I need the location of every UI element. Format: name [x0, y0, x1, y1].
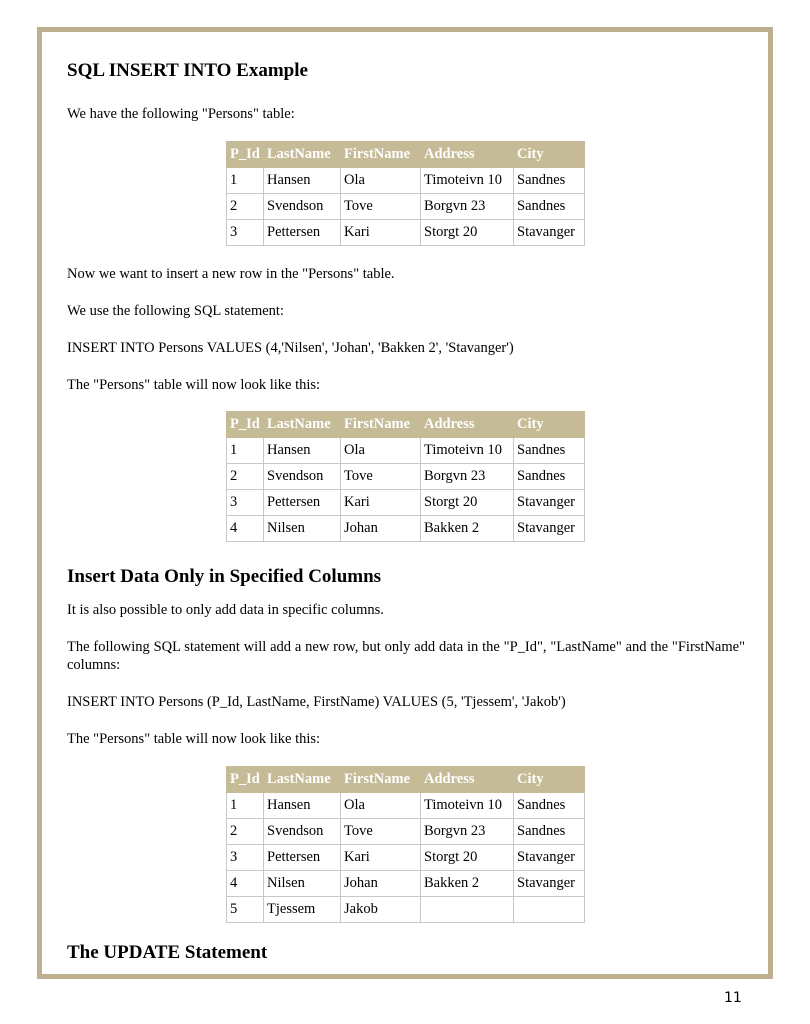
column-header: P_Id: [227, 767, 264, 793]
table-header: [227, 767, 585, 793]
table-cell: Stavanger: [514, 871, 585, 897]
column-header: FirstName: [341, 412, 421, 438]
table-row: [227, 516, 585, 542]
table-row: [227, 871, 585, 897]
column-header: LastName: [264, 412, 341, 438]
column-header: P_Id: [227, 412, 264, 438]
table-cell: [421, 897, 514, 923]
column-header: FirstName: [341, 142, 421, 168]
table-cell: Stavanger: [514, 845, 585, 871]
table-cell: Ola: [341, 793, 421, 819]
table-row: [227, 464, 585, 490]
table-cell: Stavanger: [514, 490, 585, 516]
column-header: City: [514, 142, 585, 168]
table-row: [227, 897, 585, 923]
section-heading-update: The UPDATE Statement: [67, 942, 268, 963]
table-header: [227, 412, 585, 438]
table-row: [227, 168, 585, 194]
table-cell: Timoteivn 10: [421, 793, 514, 819]
table-cell: 1: [227, 168, 264, 194]
sql-insert-columns-statement: INSERT INTO Persons (P_Id, LastName, FirstName) VALUES (5, 'Tjessem', 'Jakob'): [67, 694, 566, 710]
column-header: City: [514, 767, 585, 793]
table-cell: Sandnes: [514, 194, 585, 220]
table-cell: Hansen: [264, 168, 341, 194]
table-row: [227, 490, 585, 516]
table-cell: 1: [227, 438, 264, 464]
result-intro-text-2: The "Persons" table will now look like this:: [67, 731, 321, 747]
table-cell: Storgt 20: [421, 220, 514, 246]
table-cell: 3: [227, 845, 264, 871]
column-header: Address: [421, 412, 514, 438]
table-cell: Tove: [341, 194, 421, 220]
table-cell: Borgvn 23: [421, 194, 514, 220]
table-body: [227, 438, 585, 542]
specified-columns-description: The following SQL statement will add a new row, but only add data in the "P_Id", "LastName" and the "FirstName" columns:: [67, 639, 745, 673]
table-cell: Borgvn 23: [421, 464, 514, 490]
table-row: [227, 819, 585, 845]
table-body: [227, 168, 585, 246]
table-cell: Pettersen: [264, 220, 341, 246]
column-header: FirstName: [341, 767, 421, 793]
sql-insert-statement: INSERT INTO Persons VALUES (4,'Nilsen', 'Johan', 'Bakken 2', 'Stavanger'): [67, 340, 514, 356]
table-row: [227, 845, 585, 871]
insert-row-text: Now we want to insert a new row in the "Persons" table.: [67, 266, 395, 282]
table-cell: Pettersen: [264, 845, 341, 871]
table-cell: Johan: [341, 516, 421, 542]
table-cell: Jakob: [341, 897, 421, 923]
table-cell: Pettersen: [264, 490, 341, 516]
persons-table-after-column-insert: [226, 766, 585, 923]
column-header: P_Id: [227, 142, 264, 168]
specified-columns-intro: It is also possible to only add data in specific columns.: [67, 602, 384, 618]
table-header: [227, 142, 585, 168]
table-cell: Kari: [341, 220, 421, 246]
use-statement-text: We use the following SQL statement:: [67, 303, 284, 319]
table-cell: 3: [227, 220, 264, 246]
table-cell: Sandnes: [514, 438, 585, 464]
table-body: [227, 793, 585, 923]
table-row: [227, 220, 585, 246]
table-cell: Hansen: [264, 438, 341, 464]
table-cell: Svendson: [264, 464, 341, 490]
persons-table-original: [226, 141, 585, 246]
table-cell: Borgvn 23: [421, 819, 514, 845]
table-cell: 2: [227, 819, 264, 845]
table-cell: Bakken 2: [421, 871, 514, 897]
table-cell: Hansen: [264, 793, 341, 819]
table-cell: Stavanger: [514, 516, 585, 542]
table-cell: Svendson: [264, 819, 341, 845]
table-cell: Tove: [341, 464, 421, 490]
table-cell: Timoteivn 10: [421, 168, 514, 194]
intro-text: We have the following "Persons" table:: [67, 106, 295, 122]
table-cell: Kari: [341, 490, 421, 516]
column-header: LastName: [264, 142, 341, 168]
column-header: Address: [421, 142, 514, 168]
page-number: 11: [724, 990, 742, 1006]
table-cell: Storgt 20: [421, 490, 514, 516]
table-cell: 4: [227, 871, 264, 897]
column-header: City: [514, 412, 585, 438]
table-cell: Sandnes: [514, 793, 585, 819]
table-cell: Ola: [341, 438, 421, 464]
section-heading-insert-into: SQL INSERT INTO Example: [67, 60, 308, 81]
table-cell: Johan: [341, 871, 421, 897]
result-intro-text: The "Persons" table will now look like this:: [67, 377, 321, 393]
table-row: [227, 438, 585, 464]
table-cell: Sandnes: [514, 464, 585, 490]
table-cell: Nilsen: [264, 871, 341, 897]
table-cell: Sandnes: [514, 819, 585, 845]
table-cell: 1: [227, 793, 264, 819]
column-header: LastName: [264, 767, 341, 793]
table-cell: Timoteivn 10: [421, 438, 514, 464]
table-cell: [514, 897, 585, 923]
table-cell: Tjessem: [264, 897, 341, 923]
table-cell: Storgt 20: [421, 845, 514, 871]
table-cell: 4: [227, 516, 264, 542]
table-cell: 2: [227, 464, 264, 490]
table-cell: Svendson: [264, 194, 341, 220]
table-cell: Tove: [341, 819, 421, 845]
table-cell: Nilsen: [264, 516, 341, 542]
section-heading-specified-columns: Insert Data Only in Specified Columns: [67, 566, 382, 587]
table-cell: 2: [227, 194, 264, 220]
table-cell: 3: [227, 490, 264, 516]
column-header: Address: [421, 767, 514, 793]
table-cell: Bakken 2: [421, 516, 514, 542]
table-cell: Stavanger: [514, 220, 585, 246]
table-row: [227, 793, 585, 819]
table-cell: 5: [227, 897, 264, 923]
table-cell: Ola: [341, 168, 421, 194]
table-row: [227, 194, 585, 220]
persons-table-after-insert: [226, 411, 585, 542]
table-cell: Kari: [341, 845, 421, 871]
table-cell: Sandnes: [514, 168, 585, 194]
